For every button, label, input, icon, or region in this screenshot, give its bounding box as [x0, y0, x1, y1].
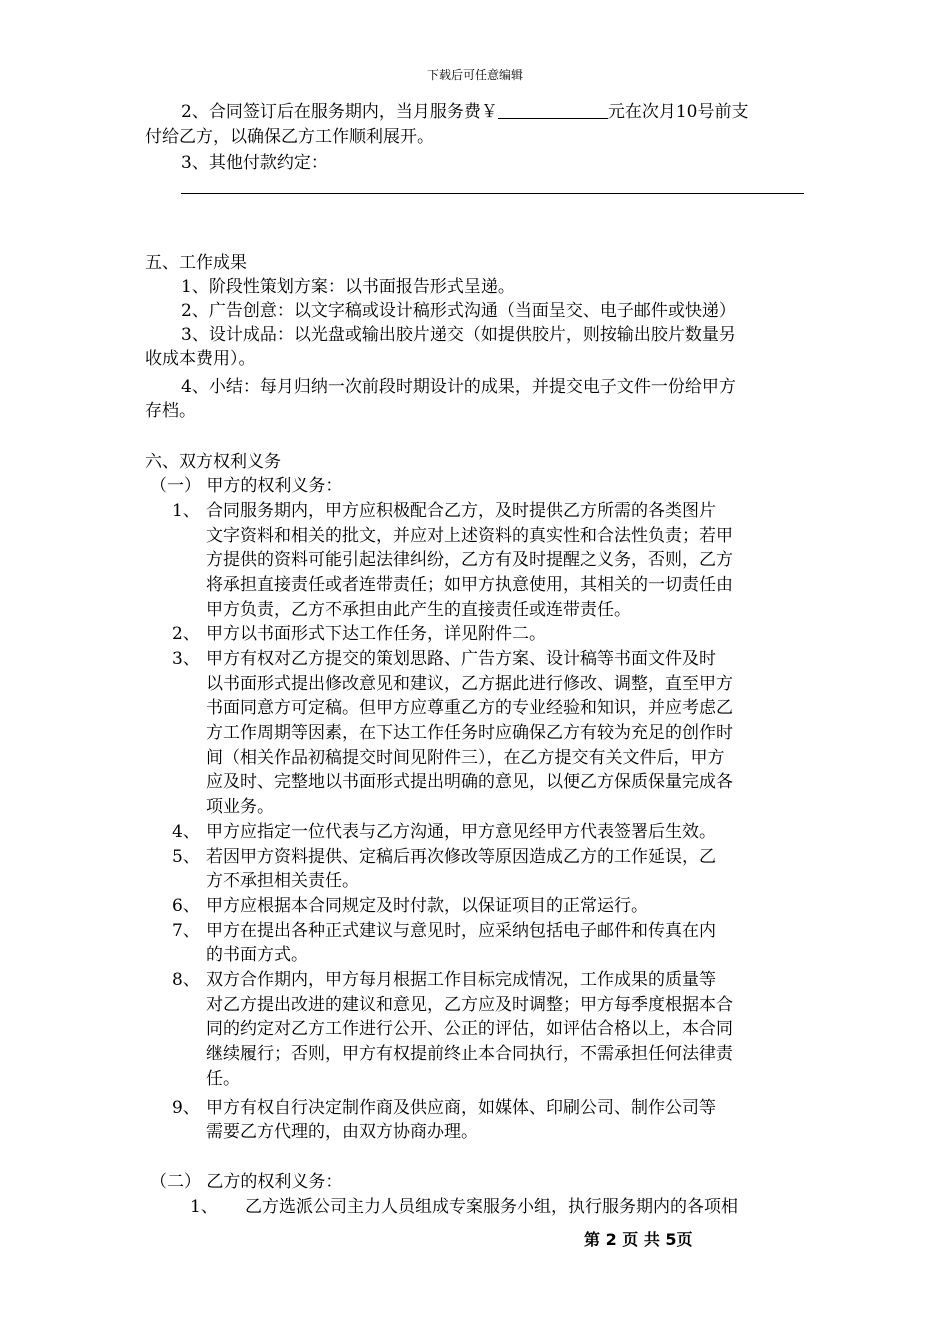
item-line: 需要乙方代理的，由双方协商办理。 [206, 1122, 478, 1142]
item-line: 甲方负责，乙方不承担由此产生的直接责任或连带责任。 [206, 600, 631, 620]
item-number: 1、 [190, 1197, 218, 1217]
payment-item-2: 2、合同签订后在服务期内，当月服务费￥ 元在次月10号前支 [181, 102, 749, 122]
item-line: 将承担直接责任或者连带责任；如甲方执意使用，其相关的一切责任由 [206, 575, 733, 595]
item-line: 书面同意方可定稿。但甲方应尊重乙方的专业经验和知识，并应考虑乙 [206, 698, 733, 718]
section5-line: 4、小结：每月归纳一次前段时期设计的成果，并提交电子文件一份给甲方 [181, 377, 736, 397]
item-line: 应及时、完整地以书面形式提出明确的意见，以便乙方保质保量完成各 [206, 772, 733, 792]
item-line: 同的约定对乙方工作进行公开、公正的评估，如评估合格以上，本合同 [206, 1019, 733, 1039]
item-number: 5、 [172, 847, 200, 867]
item-line: 甲方应根据本合同规定及时付款，以保证项目的正常运行。 [206, 896, 648, 916]
section5-line: 存档。 [145, 401, 196, 421]
item-line: 乙方选派公司主力人员组成专案服务小组，执行服务期内的各项相 [245, 1197, 738, 1217]
item-line: 甲方在提出各种正式建议与意见时，应采纳包括电子邮件和传真在内 [206, 921, 716, 941]
section5-line: 2、广告创意：以文字稿或设计稿形式沟通（当面呈交、电子邮件或快递） [181, 301, 736, 321]
item-line: 项业务。 [206, 797, 274, 817]
fill-in-line [181, 193, 804, 194]
section6-title: 六、双方权利义务 [145, 452, 281, 472]
section6-sub1: （一） 甲方的权利义务： [150, 476, 343, 496]
item-line: 方不承担相关责任。 [206, 871, 359, 891]
item-line: 合同服务期内，甲方应积极配合乙方，及时提供乙方所需的各类图片 [206, 501, 716, 521]
item-line: 任。 [206, 1069, 240, 1089]
item-line: 以书面形式提出修改意见和建议，乙方据此进行修改、调整，直至甲方 [206, 674, 733, 694]
page-header: 下载后可任意编辑 [426, 68, 523, 82]
page-footer: 第 2 页 共 5页 [584, 1230, 693, 1249]
item-line: 甲方有权对乙方提交的策划思路、广告方案、设计稿等书面文件及时 [206, 649, 716, 669]
item-line: 继续履行；否则，甲方有权提前终止本合同执行，不需承担任何法律责 [206, 1044, 733, 1064]
section6-sub2: （二） 乙方的权利义务： [150, 1172, 343, 1192]
item-number: 8、 [172, 970, 200, 990]
item-line: 方提供的资料可能引起法律纠纷，乙方有及时提醒之义务，否则，乙方 [206, 550, 733, 570]
payment-item-2-cont: 付给乙方，以确保乙方工作顺利展开。 [145, 127, 434, 147]
item-number: 7、 [172, 921, 200, 941]
item-number: 3、 [172, 649, 200, 669]
item-line: 间（相关作品初稿提交时间见附件三），在乙方提交有关文件后，甲方 [206, 748, 725, 768]
item-number: 1、 [172, 501, 200, 521]
item-line: 文字资料和相关的批文，并应对上述资料的真实性和合法性负责；若甲 [206, 526, 733, 546]
section5-line: 3、设计成品：以光盘或输出胶片递交（如提供胶片，则按输出胶片数量另 [181, 325, 736, 345]
item-number: 9、 [172, 1098, 200, 1118]
payment-item-3: 3、其他付款约定： [181, 153, 328, 173]
amount-blank [498, 100, 608, 119]
item-number: 6、 [172, 896, 200, 916]
section5-line: 1、阶段性策划方案：以书面报告形式呈递。 [181, 277, 515, 297]
item-line: 的书面方式。 [206, 945, 308, 965]
item-line: 甲方以书面形式下达工作任务，详见附件二。 [206, 624, 546, 644]
item-line: 对乙方提出改进的建议和意见，乙方应及时调整；甲方每季度根据本合 [206, 995, 733, 1015]
item-line: 甲方有权自行决定制作商及供应商，如媒体、印刷公司、制作公司等 [206, 1098, 716, 1118]
item-line: 方工作周期等因素，在下达工作任务时应确保乙方有较为充足的创作时 [206, 723, 733, 743]
item-number: 4、 [172, 822, 200, 842]
item-line: 双方合作期内，甲方每月根据工作目标完成情况，工作成果的质量等 [206, 970, 716, 990]
section5-line: 收成本费用）。 [145, 349, 256, 369]
item-number: 2、 [172, 624, 200, 644]
item-line: 甲方应指定一位代表与乙方沟通，甲方意见经甲方代表签署后生效。 [206, 822, 716, 842]
item-line: 若因甲方资料提供、定稿后再次修改等原因造成乙方的工作延误，乙 [206, 847, 716, 867]
section5-title: 五、工作成果 [145, 253, 247, 273]
